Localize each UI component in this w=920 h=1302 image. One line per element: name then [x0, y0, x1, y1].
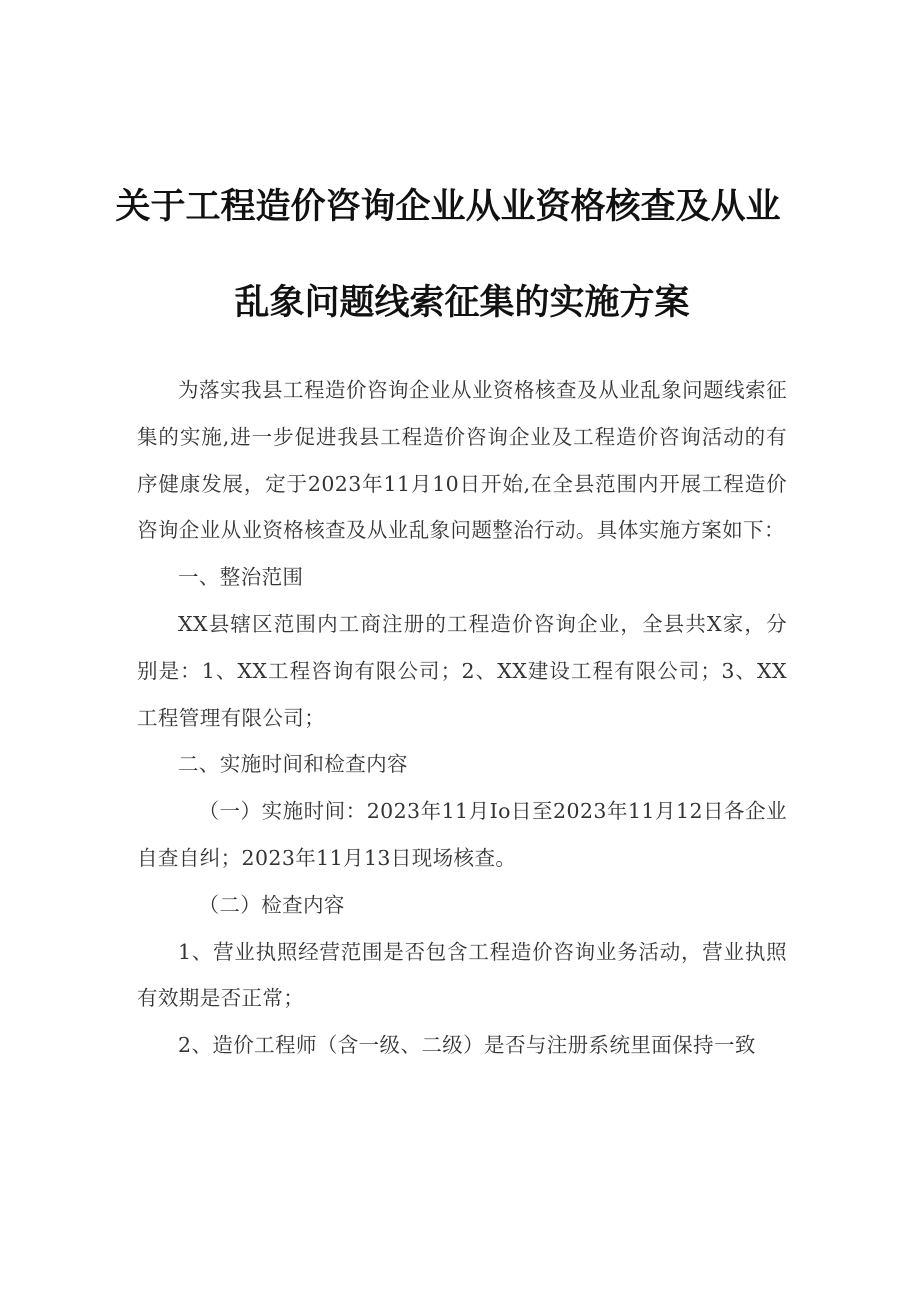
item-2-paragraph: 2、造价工程师（含一级、二级）是否与注册系统里面保持一致 [178, 1033, 756, 1058]
document-title-line-2: 乱象问题线索征集的实施方案 [234, 283, 690, 323]
subsection-1-paragraph: （一）实施时间：2023年11月Io日至2023年11月12日各企业自查自纠；2023年11月13日现场核查。 [137, 799, 787, 870]
subsection-2-heading: （二）检查内容 [198, 892, 345, 917]
section-1-paragraph: XX县辖区范围内工商注册的工程造价咨询企业，全县共X家，分别是：1、XX工程咨询有限公司；2、XX建设工程有限公司；3、XX工程管理有限公司； [137, 611, 787, 730]
intro-paragraph: 为落实我县工程造价咨询企业从业资格核查及从业乱象问题线索征集的实施,进一步促进我县工程造价咨询企业及工程造价咨询活动的有序健康发展，定于2023年11月10日开始,在全县范围内开展工程造价咨询企业从业资格核查及从业乱象问题整治行动。具体实施方案如下： [137, 378, 787, 543]
item-1-paragraph: 1、营业执照经营范围是否包含工程造价咨询业务活动，营业执照有效期是否正常； [137, 939, 787, 1011]
document-title-line-1: 关于工程造价咨询企业从业资格核查及从业 [115, 187, 781, 227]
section-2-heading: 二、实施时间和检查内容 [178, 752, 408, 777]
section-1-heading: 一、整治范围 [178, 565, 304, 590]
document-body [137, 367, 787, 1069]
